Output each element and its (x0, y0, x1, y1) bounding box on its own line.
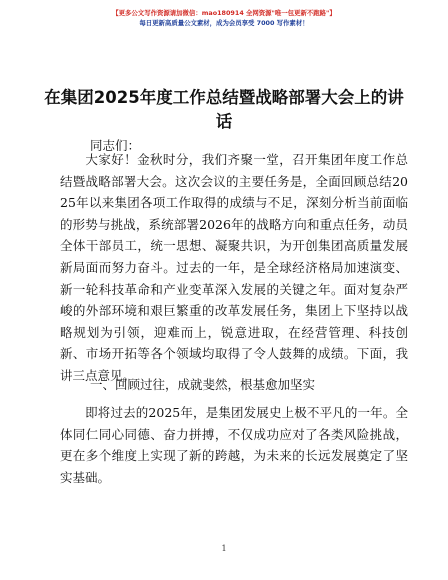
promo-banner-line-2: 每日更新高质量公文素材，成为会员享受 7000 写作素材！ (139, 19, 309, 27)
document-title: 在集团2025年度工作总结暨战略部署大会上的讲话 (44, 88, 404, 131)
promo-banner (0, 8, 448, 28)
salutation: 同志们： (90, 138, 141, 153)
body-paragraph-2 (60, 402, 408, 488)
page-number: 1 (221, 544, 227, 553)
body-paragraph-1-text: 大家好！金秋时分，我们齐聚一堂，召开集团年度工作总结暨战略部署大会。这次会议的主要任务是，全面回顾总结2025年以来集团各项工作取得的成绩与不足，深刻分析当前面临的形势与挑战，系统部署2026年的战略方向和重点任务，动员全体干部员工，统一思想、凝聚共识，为开创集团高质量发展新局面而努力奋斗。过去的一年，是全球经济格局加速演变、新一轮科技革命和产业变革深入发展的关键之年。面对复杂严峻的外部环境和艰巨繁重的改革发展任务，集团上下坚持以战略规划为引领，迎难而上，锐意进取，在经营管理、科技创新、市场开拓等各个领域均取得了令人鼓舞的成绩。下面，我讲三点意见。 (60, 152, 408, 383)
promo-banner-line-1: 【更多公文写作资源请加微信：mao180914 全网资源"唯一包更新不跑路"】 (112, 9, 336, 17)
body-paragraph-1 (60, 149, 408, 387)
section-heading-1: 一、回顾过往，成就斐然，根基愈加坚实 (90, 377, 316, 392)
body-paragraph-2-text: 即将过去的2025年，是集团发展史上极不平凡的一年。全体同仁同心同德、奋力拼搏，不仅成功应对了各类风险挑战，更在多个维度上实现了新的跨越，为未来的长远发展奠定了坚实基础。 (60, 405, 408, 485)
